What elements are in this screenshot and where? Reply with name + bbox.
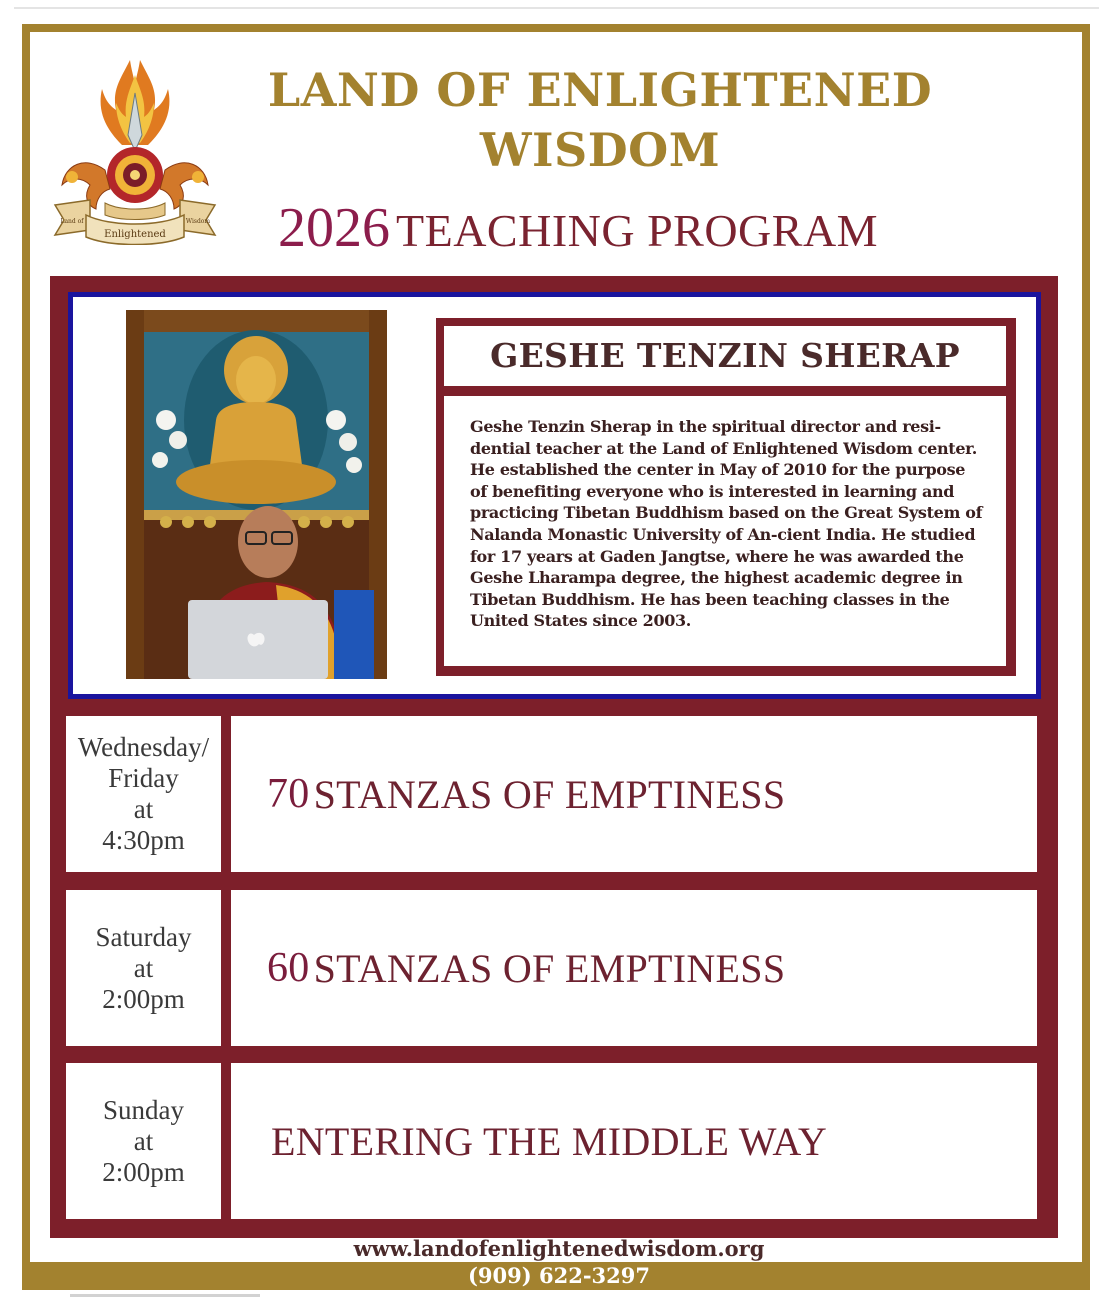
schedule-course-2 [231,890,1037,1046]
phone-number: (909) 622-3297 [467,1263,651,1288]
org-title-line-1: LAND OF ENLIGHTENED [267,63,933,117]
program-label: TEACHING PROGRAM [396,205,879,256]
course-number-1: 70 [267,771,310,817]
teacher-name: GESHE TENZIN SHERAP [444,326,1006,386]
website-link[interactable]: www.landofenlightenedwisdom.org [353,1236,765,1261]
course-title-2: STANZAS OF EMPTINESS [313,945,786,991]
logo-right-tag: Wisdom [185,218,211,225]
teacher-bio-container [444,396,1006,666]
organization-title [220,60,980,180]
org-title-line-2: WISDOM [479,123,721,177]
teacher-bio: Geshe Tenzin Sherap in the spiritual director and resi-dential teacher at the Land of Enlightened Wisdom center. He established the center in May of 2010 for the purpose of benefiting everyone who is interested in learning and practicing Tibetan Buddhism based on the Great System of Nalanda Monastic University of An-cient India. He studied for 17 years at Gaden Jangtse, where he was awarded the Geshe Lharampa degree, the highest academic degree in Tibetan Buddhism. He has been teaching classes in the United States since 2003. [470,417,983,631]
course-title-1: STANZAS OF EMPTINESS [313,771,786,817]
schedule-day-3: Sunday at 2:00pm [66,1063,221,1219]
program-year: 2026 [278,197,390,259]
logo-banner-text: Enlightened [104,229,166,240]
logo-left-tag: Land of [60,218,84,225]
schedule-day-2: Saturday at 2:00pm [66,890,221,1046]
bottom-rule [70,1294,260,1297]
course-number-2: 60 [267,945,310,991]
center-logo [50,55,220,245]
schedule-course-1 [231,716,1037,872]
schedule-course-3 [231,1063,1037,1219]
program-heading [278,196,878,260]
course-title-3: ENTERING THE MIDDLE WAY [271,1118,828,1164]
top-rule [14,7,1099,9]
schedule-day-1: Wednesday/ Friday at 4:30pm [66,716,221,872]
teacher-photo [126,310,387,679]
